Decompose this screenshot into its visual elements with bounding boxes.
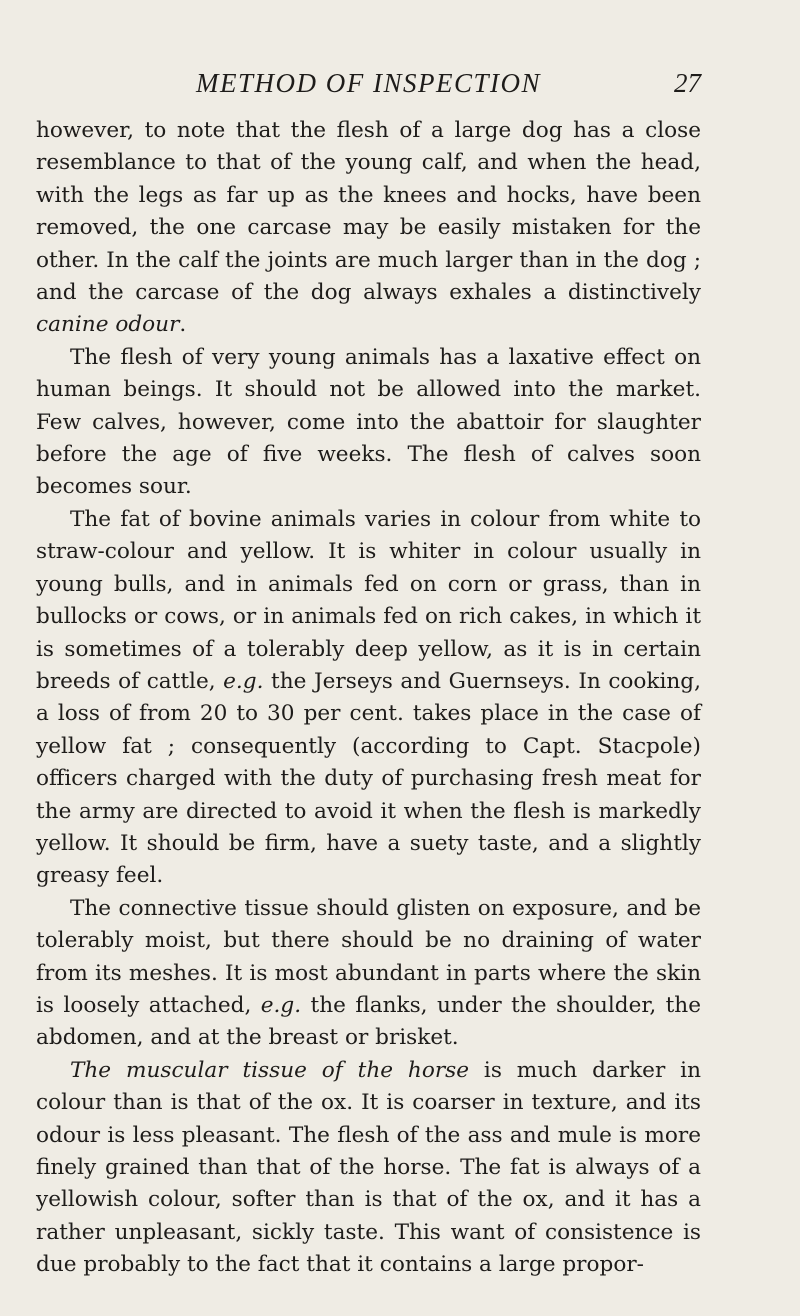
paragraph-1-italic: canine odour	[36, 312, 180, 338]
paragraph-5-italic: The muscular tissue of the horse	[70, 1057, 470, 1083]
paragraph-4-italic: e.g.	[260, 992, 302, 1018]
body-text	[36, 115, 701, 1282]
paragraph-1-text: however, to note that the flesh of a large dog has a close resemblance to that of the young calf, and when the head, with the legs as far up as the knees and hocks, have been removed, the one carcase may be easily mistaken for the other. In the calf the joints are much larger than in the dog ; and the carcase of the dog always exhales a distinctively	[36, 118, 701, 306]
running-head: METHOD OF INSPECTION	[196, 68, 541, 98]
page-number: 27	[674, 68, 701, 98]
paragraph-2: The flesh of very young animals has a laxative effect on human beings. It should not be allowed into the market. Few calves, however, come into the abattoir for slaughter before the age of five weeks. The flesh of calves soon becomes sour.	[36, 344, 701, 500]
paragraph-3-text: The fat of bovine animals varies in colour from white to straw-colour and yellow. It is whiter in colour usually in young bulls, and in animals fed on corn or grass, than in bullocks or cows, or in animals fed on rich cakes, in which it is sometimes of a tolerably deep yellow, as it is in certain breeds of cattle,	[36, 506, 701, 694]
paragraph-3-italic: e.g.	[223, 668, 264, 694]
paragraph-1	[36, 115, 701, 342]
paragraph-1-end: .	[179, 312, 187, 338]
paragraph-3-end: the Jerseys and Guernseys. In cooking, a loss of from 20 to 30 per cent. takes place in the case of yellow fat ; consequently (according to Capt. Stacpole) officers charged with the duty of purchasing fresh meat for the army are directed to avoid it when the flesh is markedly yellow. It should be firm, have a suety taste, and a slightly greasy feel.	[36, 668, 701, 889]
paragraph-4-text: The connective tissue should glisten on exposure, and be tolerably moist, but there should be no draining of water from its meshes. It is most abundant in parts where the skin is loosely attached,	[36, 895, 701, 1018]
paragraph-5-text: is much darker in colour than is that of the ox. It is coarser in texture, and its odour is less pleasant. The flesh of the ass and mule is more finely grained than that of the horse. The fat is always of a yellowish colour, softer than is that of the ox, and it has a rather unpleasant, sickly taste. This want of consistence is due probably to the fact that it contains a large propor-	[36, 1057, 701, 1278]
paragraph-4-end: the flanks, under the shoulder, the abdomen, and at the breast or brisket.	[36, 992, 701, 1051]
page-header	[36, 66, 701, 106]
paragraph-3	[36, 504, 701, 893]
paragraph-4	[36, 893, 701, 1055]
paragraph-5	[36, 1055, 701, 1282]
